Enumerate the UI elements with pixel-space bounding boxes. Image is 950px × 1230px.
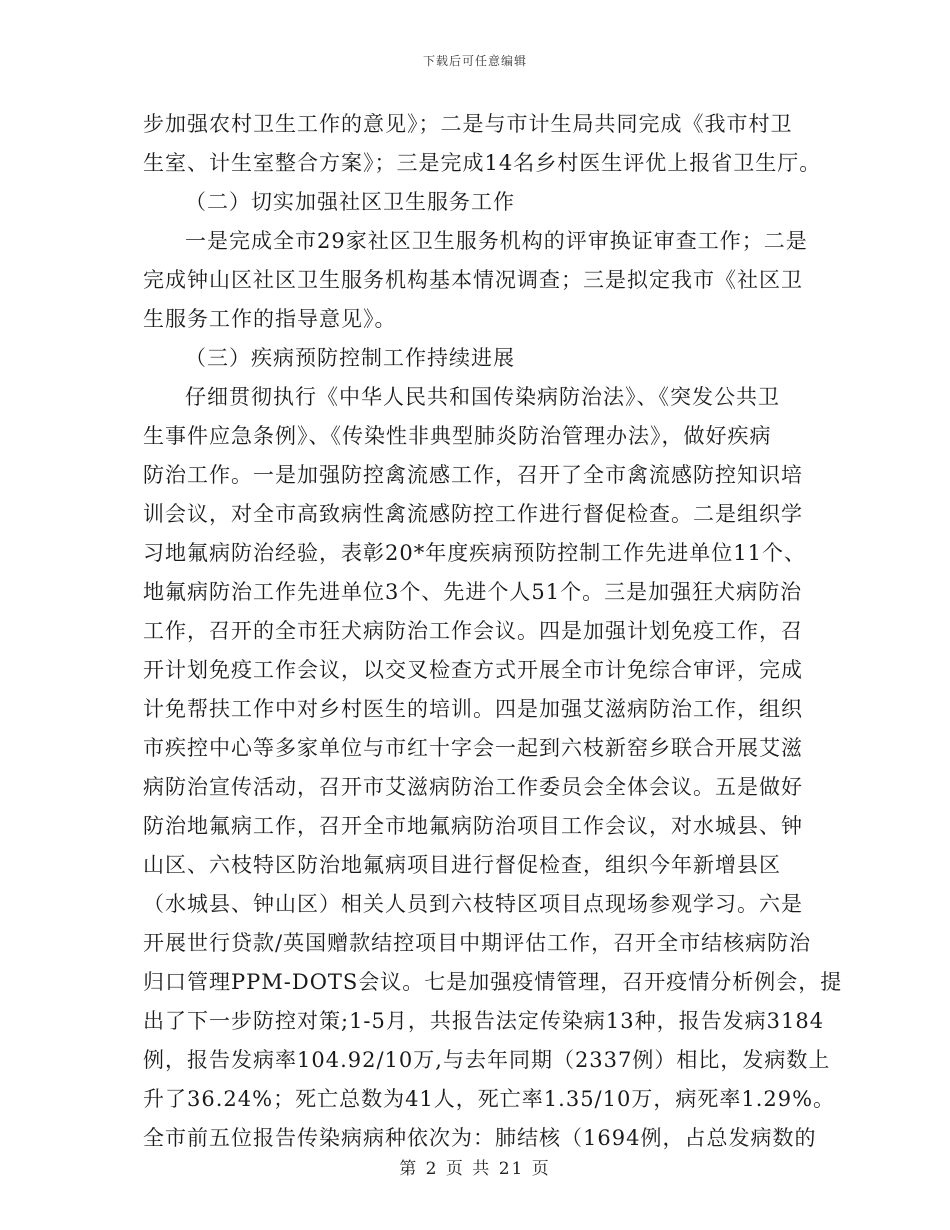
text-line: 全市前五位报告传染病病种依次为：肺结核（1694例，占总发病数的 xyxy=(143,1126,817,1150)
text-line: 仔细贯彻执行《中华人民共和国传染病防治法》、《突发公共卫 xyxy=(185,385,780,409)
text-line: 例，报告发病率104.92/10万,与去年同期（2337例）相比，发病数上 xyxy=(143,1048,831,1072)
text-line: 开计划免疫工作会议，以交叉检查方式开展全市计免综合审评，完成 xyxy=(143,658,803,682)
text-line: 市疾控中心等多家单位与市红十字会一起到六枝新窑乡联合开展艾滋 xyxy=(143,736,803,760)
text-line: 归口管理PPM-DOTS会议。七是加强疫情管理，召开疫情分析例会，提 xyxy=(143,970,843,994)
text-line: 习地氟病防治经验，表彰20*年度疾病预防控制工作先进单位11个、 xyxy=(143,541,806,565)
text-line: 升了36.24%；死亡总数为41人，死亡率1.35/10万，病死率1.29%。 xyxy=(143,1087,836,1111)
text-line: 山区、六枝特区防治地氟病项目进行督促检查，组织今年新增县区 xyxy=(143,853,781,877)
text-line: 防治地氟病工作，召开全市地氟病防治项目工作会议，对水城县、钟 xyxy=(143,814,803,838)
document-body xyxy=(143,105,843,1158)
page-number-footer: 第 2 页 共 21 页 xyxy=(399,1159,551,1179)
text-line: 开展世行贷款/英国赠款结控项目中期评估工作，召开全市结核病防治 xyxy=(143,931,812,955)
text-line: 生事件应急条例》、《传染性非典型肺炎防治管理办法》，做好疾病 xyxy=(143,424,772,448)
text-line: 步加强农村卫生工作的意见》；二是与市计生局共同完成《我市村卫 xyxy=(143,112,793,136)
text-line: 一是完成全市29家社区卫生服务机构的评审换证审查工作；二是 xyxy=(185,229,808,253)
text-line: 病防治宣传活动，召开市艾滋病防治工作委员会全体会议。五是做好 xyxy=(143,775,803,799)
section-heading: （三）疾病预防控制工作持续进展 xyxy=(185,346,515,370)
text-line: 完成钟山区社区卫生服务机构基本情况调查；三是拟定我市《社区卫 xyxy=(143,268,803,292)
text-line: （水城县、钟山区）相关人员到六枝特区项目点现场参观学习。六是 xyxy=(143,892,803,916)
text-line: 训会议，对全市高致病性禽流感防控工作进行督促检查。二是组织学 xyxy=(143,502,803,526)
text-line: 工作，召开的全市狂犬病防治工作会议。四是加强计划免疫工作，召 xyxy=(143,619,803,643)
section-heading: （二）切实加强社区卫生服务工作 xyxy=(185,190,515,214)
text-line: 计免帮扶工作中对乡村医生的培训。四是加强艾滋病防治工作，组织 xyxy=(143,697,803,721)
text-line: 防治工作。一是加强防控禽流感工作，召开了全市禽流感防控知识培 xyxy=(143,463,803,487)
text-line: 生室、计生室整合方案》；三是完成14名乡村医生评优上报省卫生厅。 xyxy=(143,151,822,175)
text-line: 地氟病防治工作先进单位3个、先进个人51个。三是加强狂犬病防治 xyxy=(143,580,803,604)
text-line: 生服务工作的指导意见》。 xyxy=(143,307,397,331)
text-line: 出了下一步防控对策;1-5月，共报告法定传染病13种，报告发病3184 xyxy=(143,1009,825,1033)
page-header: 下载后可任意编辑 xyxy=(422,54,527,68)
